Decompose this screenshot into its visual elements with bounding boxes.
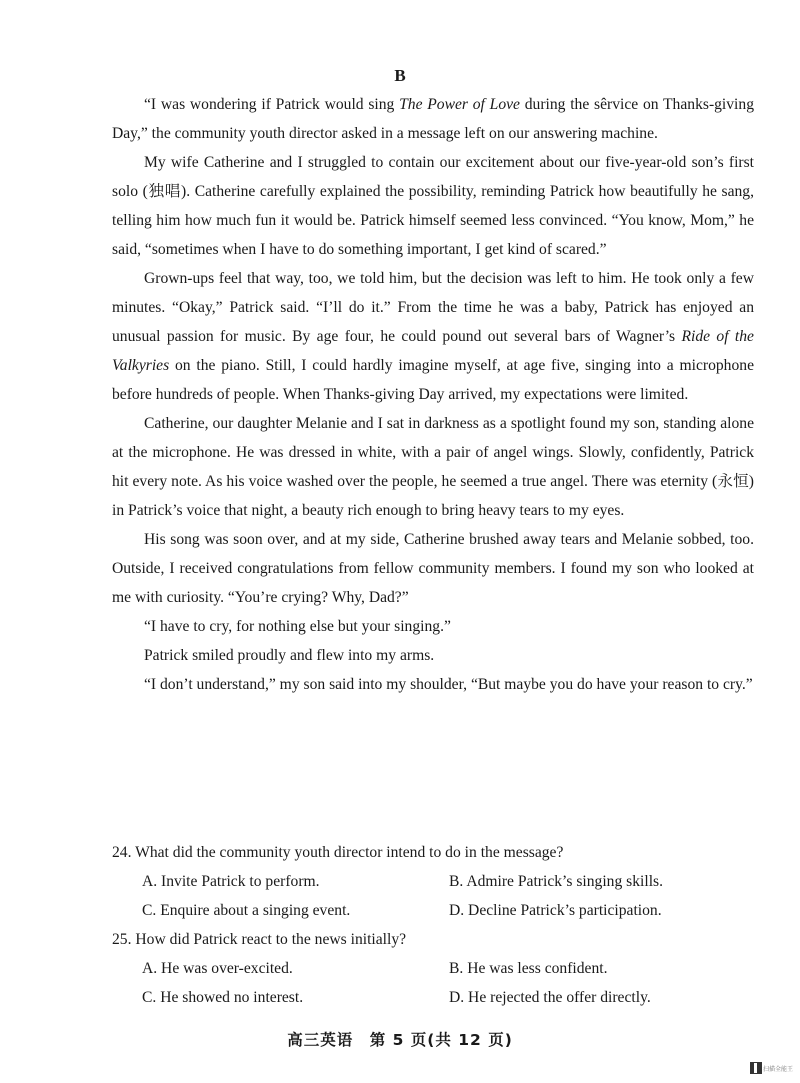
song-title: The Power of Love [399,96,520,113]
option-b: B. Admire Patrick’s singing skills. [449,873,663,890]
paragraph-1-text-b: during the sêrvice on Thanks-giving Day,” the community youth director asked in a message left on our answering machine. [112,96,754,142]
piece-title: Ride of the Valkyries [112,328,754,374]
qr-code-icon [750,1062,762,1074]
paragraph-3-text-b: on the piano. Still, I could hardly imagine myself, at age five, singing into a microphone before hundreds of people. When Thanks-giving Day arrived, my expectations were limited. [112,357,754,403]
option-c: C. He showed no interest. [142,989,304,1006]
paragraph-6: “I have to cry, for nothing else but your singing.” [144,618,451,635]
option-b: B. He was less confident. [449,960,608,977]
question-25 [112,925,754,1012]
paragraph-1-text-a: “I was wondering if Patrick would sing [144,96,400,113]
paragraph-3 [112,264,754,409]
option-grid [112,954,754,1012]
paragraph-5: His song was soon over, and at my side, Catherine brushed away tears and Melanie sobbed, too. Outside, I received congratulations from fellow community members. I found my son who looked at me with curiosity. “You’re crying? Why, Dad?” [112,531,754,606]
paragraph-2: My wife Catherine and I struggled to contain our excitement about our five-year-old son’s first solo (独唱). Catherine carefully explained the possibility, reminding Patrick how beautifully he sang, telling him how much fun it would be. Patrick himself seemed less convinced. “You know, Mom,” he said, “sometimes when I have to do something important, I get kind of scared.” [112,154,754,258]
option-a: A. Invite Patrick to perform. [142,873,320,890]
page-footer: 高三英语 第 5 页(共 12 页) [287,1031,513,1049]
option-grid [112,867,754,925]
scanner-watermark: 扫描全能王 [763,1066,794,1073]
question-list [112,838,754,1012]
option-c: C. Enquire about a singing event. [142,902,351,919]
question-stem: 24. What did the community youth director intend to do in the message? [112,844,564,861]
reading-passage [112,90,754,699]
question-24 [112,838,754,925]
paragraph-3-text-a: Grown-ups feel that way, too, we told him, but the decision was left to him. He took only a few minutes. “Okay,” Patrick said. “I’ll do it.” From the time he was a baby, Patrick has enjoyed an unusual passion for music. By age four, he could pound out several bars of Wagner’s [112,270,754,345]
option-d: D. Decline Patrick’s participation. [449,902,662,919]
paragraph-8: “I don’t understand,” my son said into my shoulder, “But maybe you do have your reason to cry.” [144,676,753,693]
section-heading: B [394,66,406,85]
paragraph-4: Catherine, our daughter Melanie and I sat in darkness as a spotlight found my son, standing alone at the microphone. He was dressed in white, with a pair of angel wings. Slowly, confidently, Patrick hit every note. As his voice washed over the people, he seemed a true angel. There was eternity (永恒) in Patrick’s voice that night, a beauty rich enough to bring heavy tears to my eyes. [112,415,754,519]
paragraph-1 [112,90,754,148]
option-a: A. He was over-excited. [142,960,293,977]
paragraph-7: Patrick smiled proudly and flew into my arms. [144,647,435,664]
option-d: D. He rejected the offer directly. [449,989,651,1006]
question-stem: 25. How did Patrick react to the news initially? [112,931,407,948]
